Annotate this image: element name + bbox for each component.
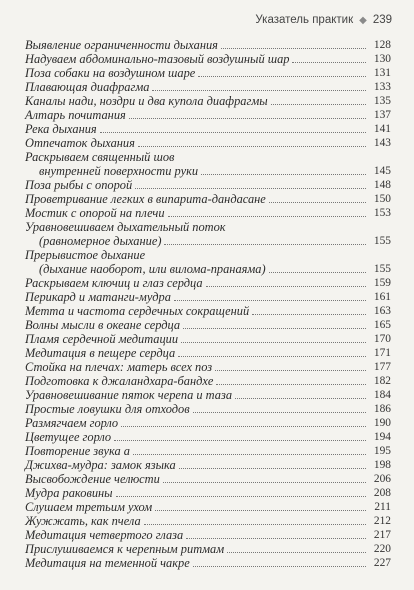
toc-entry-title-continued: внутренней поверхности руки: [39, 164, 199, 178]
section-title: Указатель практик: [255, 14, 354, 26]
toc-entry: [25, 52, 391, 66]
toc-entry-page: 131: [373, 67, 391, 79]
toc-entry: [25, 136, 391, 150]
dot-leader: [193, 411, 366, 413]
toc-entry: [25, 444, 391, 458]
toc-entry-title: Подготовка к джаландхара-бандхе: [25, 374, 214, 388]
toc-entry: [25, 248, 391, 276]
toc-entry: [25, 94, 391, 108]
dot-leader: [179, 467, 366, 469]
dot-leader: [198, 75, 366, 77]
dot-leader: [269, 271, 366, 273]
dot-leader: [269, 201, 366, 203]
toc-entry: [25, 108, 391, 122]
toc-entry-title: Уравновешивание пяток черепа и таза: [25, 388, 233, 402]
toc-entry-title: Стойка на плечах: матерь всех поз: [25, 360, 213, 374]
toc-entry-title: Жужжать, как пчела: [25, 514, 141, 528]
toc-entry: [25, 528, 391, 542]
dot-leader: [271, 103, 366, 105]
toc-entry: [25, 430, 391, 444]
toc-entry-page: 227: [373, 557, 391, 569]
dot-leader: [252, 313, 366, 315]
toc-entry-title: Высвобождение челюсти: [25, 472, 160, 486]
toc-entry-title: Раскрываем священный шов: [25, 150, 175, 164]
toc-entry-page: 143: [373, 137, 391, 149]
toc-entry-page: 163: [373, 305, 391, 317]
toc-entry-page: 153: [373, 207, 391, 219]
toc-entry-title: Плавающая диафрагма: [25, 80, 150, 94]
dot-leader: [114, 439, 366, 441]
running-header: [255, 14, 392, 26]
toc-entry: [25, 542, 391, 556]
toc-entry-page: 190: [373, 417, 391, 429]
toc-entry: [25, 374, 391, 388]
toc-entry: [25, 178, 391, 192]
dot-leader: [168, 215, 366, 217]
toc-entry-page: 212: [373, 515, 391, 527]
toc-entry-title: Повторение звука а: [25, 444, 130, 458]
toc-entry-page: 220: [373, 543, 391, 555]
toc-entry-page: 186: [373, 403, 391, 415]
toc-entry-page: 165: [373, 319, 391, 331]
dot-leader: [138, 145, 366, 147]
toc-entry-page: 148: [373, 179, 391, 191]
toc-entry-page: 194: [373, 431, 391, 443]
toc-entry: [25, 332, 391, 346]
toc-entry-title: Проветривание легких в випарита-дандасане: [25, 192, 266, 206]
toc-entry-page: 128: [373, 39, 391, 51]
toc-entry: [25, 402, 391, 416]
toc-entry: [25, 346, 391, 360]
dot-leader: [155, 509, 366, 511]
toc-entry-title: Размягчаем горло: [25, 416, 119, 430]
toc-entry: [25, 276, 391, 290]
toc-entry-title: Медитация на теменной чакре: [25, 556, 190, 570]
toc-entry-title: Отпечаток дыхания: [25, 136, 135, 150]
toc-entry: [25, 500, 391, 514]
dot-leader: [221, 47, 366, 49]
dot-leader: [181, 341, 366, 343]
toc-entry-title: Поза рыбы с опорой: [25, 178, 133, 192]
dot-leader: [174, 299, 366, 301]
toc-entry-title: Поза собаки на воздушном шаре: [25, 66, 196, 80]
page-number: 239: [372, 14, 392, 26]
toc-entry: [25, 80, 391, 94]
toc-entry: [25, 150, 391, 178]
toc-entry-title: Джихва-мудра: замок языка: [25, 458, 176, 472]
toc-entry-page: 141: [373, 123, 391, 135]
practice-index-list: [25, 38, 391, 570]
toc-entry-page: 184: [373, 389, 391, 401]
dot-leader: [163, 481, 366, 483]
dot-leader: [116, 495, 366, 497]
toc-entry-title: Выявление ограниченности дыхания: [25, 38, 218, 52]
dot-leader: [135, 187, 366, 189]
dot-leader: [227, 551, 366, 553]
toc-entry-page: 208: [373, 487, 391, 499]
toc-entry-page: 135: [373, 95, 391, 107]
toc-entry-page: 177: [373, 361, 391, 373]
toc-entry-page: 211: [374, 501, 391, 513]
toc-entry-page: 155: [373, 263, 391, 275]
toc-entry-title: Пламя сердечной медитации: [25, 332, 179, 346]
dot-leader: [216, 383, 366, 385]
toc-entry: [25, 360, 391, 374]
toc-entry-title: Медитация четвертого глаза: [25, 528, 184, 542]
toc-entry: [25, 220, 391, 248]
toc-entry-page: 170: [373, 333, 391, 345]
toc-entry-page: 198: [373, 459, 391, 471]
dot-leader: [193, 565, 366, 567]
dot-leader: [164, 243, 366, 245]
toc-entry: [25, 486, 391, 500]
dot-leader: [178, 355, 366, 357]
toc-entry-page: 159: [373, 277, 391, 289]
dot-leader: [235, 397, 366, 399]
toc-entry: [25, 290, 391, 304]
toc-entry: [25, 66, 391, 80]
toc-entry-title: Волны мысли в океане сердца: [25, 318, 181, 332]
toc-entry-page: 130: [373, 53, 391, 65]
toc-entry-title: Мостик с опорой на плечи: [25, 206, 165, 220]
dot-leader: [215, 369, 366, 371]
toc-entry-title: Медитация в пещере сердца: [25, 346, 176, 360]
toc-entry: [25, 472, 391, 486]
toc-entry-title: Раскрываем ключиц и глаз сердца: [25, 276, 203, 290]
toc-entry-page: 182: [373, 375, 391, 387]
dot-leader: [121, 425, 366, 427]
toc-entry: [25, 556, 391, 570]
toc-entry-page: 155: [373, 235, 391, 247]
toc-entry-page: 137: [373, 109, 391, 121]
toc-entry-title: Каналы нади, ноздри и два купола диафрагмы: [25, 94, 268, 108]
toc-entry: [25, 318, 391, 332]
toc-entry-page: 161: [373, 291, 391, 303]
toc-entry-title-continued: (равномерное дыхание): [39, 234, 162, 248]
dot-leader: [133, 453, 366, 455]
toc-entry-title: Метта и частота сердечных сокращений: [25, 304, 250, 318]
toc-entry-title: Прерывистое дыхание: [25, 248, 146, 262]
toc-entry-title: Мудра раковины: [25, 486, 113, 500]
dot-leader: [129, 117, 366, 119]
toc-entry-page: 217: [373, 529, 391, 541]
toc-entry: [25, 388, 391, 402]
toc-entry-title: Река дыхания: [25, 122, 97, 136]
toc-entry: [25, 304, 391, 318]
diamond-icon: ◆: [359, 14, 367, 26]
dot-leader: [201, 173, 366, 175]
toc-entry-page: 145: [373, 165, 391, 177]
toc-entry-title: Прислушиваемся к черепным ритмам: [25, 542, 225, 556]
toc-entry: [25, 206, 391, 220]
toc-entry-page: 206: [373, 473, 391, 485]
dot-leader: [186, 537, 366, 539]
toc-entry: [25, 122, 391, 136]
dot-leader: [292, 61, 366, 63]
dot-leader: [100, 131, 366, 133]
toc-entry-title: Надуваем абдоминально-тазовый воздушный шар: [25, 52, 290, 66]
toc-entry-title: Цветущее горло: [25, 430, 112, 444]
dot-leader: [152, 89, 366, 91]
toc-entry: [25, 38, 391, 52]
toc-entry-page: 150: [373, 193, 391, 205]
toc-entry-title: Слушаем третьим ухом: [25, 500, 153, 514]
dot-leader: [183, 327, 366, 329]
toc-entry: [25, 514, 391, 528]
toc-entry-page: 133: [373, 81, 391, 93]
dot-leader: [144, 523, 366, 525]
toc-entry-title: Уравновешиваем дыхательный поток: [25, 220, 226, 234]
dot-leader: [206, 285, 366, 287]
toc-entry-title: Простые ловушки для отходов: [25, 402, 190, 416]
toc-entry: [25, 192, 391, 206]
toc-entry-page: 195: [373, 445, 391, 457]
toc-entry: [25, 458, 391, 472]
toc-entry-page: 171: [373, 347, 391, 359]
toc-entry-title-continued: (дыхание наоборот, или вилома-пранаяма): [39, 262, 266, 276]
toc-entry-title: Перикард и матанги-мудра: [25, 290, 171, 304]
toc-entry: [25, 416, 391, 430]
toc-entry-title: Алтарь почитания: [25, 108, 126, 122]
